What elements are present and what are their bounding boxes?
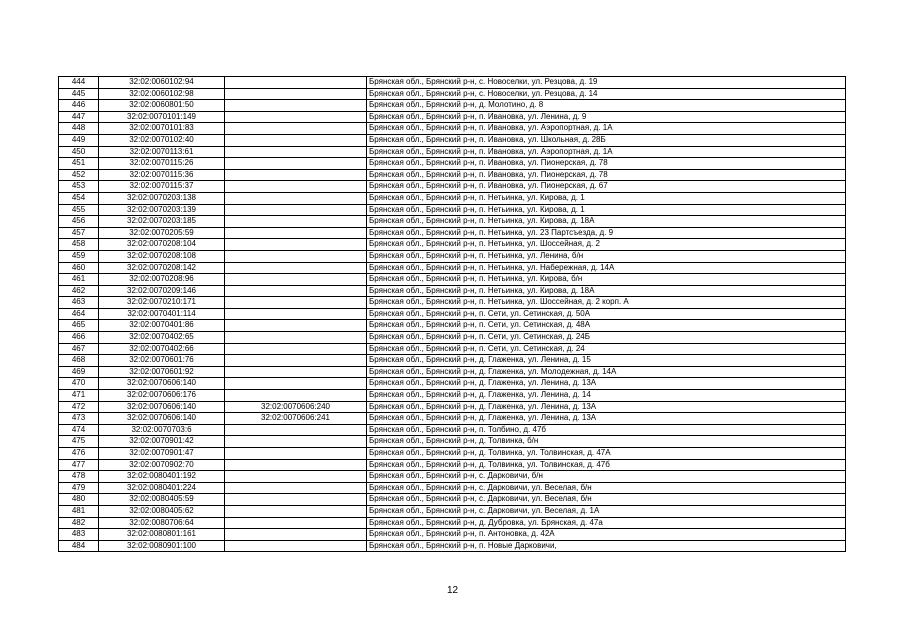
sub-object-number-cell (225, 250, 367, 262)
sub-object-number-cell (225, 424, 367, 436)
row-number-cell: 451 (59, 158, 99, 170)
row-number-cell: 481 (59, 505, 99, 517)
cadastral-number-cell: 32:02:0070208:142 (99, 262, 225, 274)
cadastral-number-cell: 32:02:0070115:37 (99, 181, 225, 193)
sub-object-number-cell (225, 482, 367, 494)
table-row (59, 529, 846, 541)
table-row (59, 482, 846, 494)
table-row (59, 378, 846, 390)
sub-object-number-cell (225, 355, 367, 367)
address-cell: Брянская обл., Брянский р-н, п. Нетьинка, ул. Набережная, д. 14А (367, 262, 846, 274)
row-number-cell: 464 (59, 308, 99, 320)
cadastral-number-cell: 32:02:0080405:59 (99, 494, 225, 506)
cadastral-number-cell: 32:02:0070102:40 (99, 134, 225, 146)
row-number-cell: 468 (59, 355, 99, 367)
row-number-cell: 463 (59, 297, 99, 309)
row-number-cell: 475 (59, 436, 99, 448)
cadastral-number-cell: 32:02:0070402:65 (99, 332, 225, 344)
address-cell: Брянская обл., Брянский р-н, п. Нетьинка, ул. Кирова, д. 1 (367, 192, 846, 204)
sub-object-number-cell (225, 192, 367, 204)
cadastral-number-cell: 32:02:0070209:146 (99, 285, 225, 297)
table-row (59, 227, 846, 239)
row-number-cell: 455 (59, 204, 99, 216)
address-cell: Брянская обл., Брянский р-н, д. Глаженка, ул. Ленина, д. 15 (367, 355, 846, 367)
cadastral-number-cell: 32:02:0070203:185 (99, 216, 225, 228)
row-number-cell: 444 (59, 77, 99, 89)
sub-object-number-cell (225, 390, 367, 402)
row-number-cell: 452 (59, 169, 99, 181)
row-number-cell: 471 (59, 390, 99, 402)
address-cell: Брянская обл., Брянский р-н, п. Сети, ул. Сетинская, д. 50А (367, 308, 846, 320)
sub-object-number-cell (225, 517, 367, 529)
sub-object-number-cell (225, 297, 367, 309)
address-cell: Брянская обл., Брянский р-н, д. Дубровка, ул. Брянская, д. 47а (367, 517, 846, 529)
cadastral-number-cell: 32:02:0070101:83 (99, 123, 225, 135)
cadastral-number-cell: 32:02:0070401:114 (99, 308, 225, 320)
table-row (59, 308, 846, 320)
table-row (59, 158, 846, 170)
sub-object-number-cell (225, 308, 367, 320)
table-row (59, 169, 846, 181)
sub-object-number-cell (225, 274, 367, 286)
address-cell: Брянская обл., Брянский р-н, п. Новые Дарковичи, (367, 540, 846, 552)
sub-object-number-cell (225, 227, 367, 239)
address-cell: Брянская обл., Брянский р-н, д. Глаженка, ул. Ленина, д. 13А (367, 378, 846, 390)
table-row (59, 123, 846, 135)
row-number-cell: 462 (59, 285, 99, 297)
sub-object-number-cell (225, 77, 367, 89)
table-row (59, 332, 846, 344)
sub-object-number-cell (225, 216, 367, 228)
cadastral-number-cell: 32:02:0070113:61 (99, 146, 225, 158)
address-cell: Брянская обл., Брянский р-н, д. Глаженка, ул. Ленина, д. 14 (367, 390, 846, 402)
address-cell: Брянская обл., Брянский р-н, д. Глаженка, ул. Молодежная, д. 14А (367, 366, 846, 378)
table-row (59, 471, 846, 483)
cadastral-number-cell: 32:02:0070606:140 (99, 401, 225, 413)
cadastral-number-cell: 32:02:0070703:6 (99, 424, 225, 436)
cadastral-number-cell: 32:02:0070205:59 (99, 227, 225, 239)
row-number-cell: 478 (59, 471, 99, 483)
sub-object-number-cell (225, 100, 367, 112)
table-row (59, 262, 846, 274)
address-cell: Брянская обл., Брянский р-н, с. Дарковичи, ул. Веселая, б/н (367, 482, 846, 494)
sub-object-number-cell (225, 285, 367, 297)
table-row (59, 320, 846, 332)
registry-table-body (59, 77, 846, 552)
address-cell: Брянская обл., Брянский р-н, п. Толбино, д. 47б (367, 424, 846, 436)
cadastral-number-cell: 32:02:0070601:76 (99, 355, 225, 367)
address-cell: Брянская обл., Брянский р-н, п. Нетьинка, ул. Шоссейная, д. 2 (367, 239, 846, 251)
sub-object-number-cell (225, 378, 367, 390)
row-number-cell: 480 (59, 494, 99, 506)
table-row (59, 285, 846, 297)
sub-object-number-cell (225, 262, 367, 274)
address-cell: Брянская обл., Брянский р-н, п. Нетьинка, ул. Шоссейная, д. 2 корп. А (367, 297, 846, 309)
sub-object-number-cell (225, 88, 367, 100)
sub-object-number-cell (225, 204, 367, 216)
row-number-cell: 458 (59, 239, 99, 251)
cadastral-number-cell: 32:02:0070203:139 (99, 204, 225, 216)
address-cell: Брянская обл., Брянский р-н, д. Глаженка, ул. Ленина, д. 13А (367, 413, 846, 425)
sub-object-number-cell (225, 343, 367, 355)
table-row (59, 413, 846, 425)
table-row (59, 204, 846, 216)
table-row (59, 181, 846, 193)
row-number-cell: 450 (59, 146, 99, 158)
sub-object-number-cell (225, 169, 367, 181)
cadastral-number-cell: 32:02:0070901:47 (99, 448, 225, 460)
table-row (59, 505, 846, 517)
table-row (59, 436, 846, 448)
address-cell: Брянская обл., Брянский р-н, с. Новоселки, ул. Резцова, д. 14 (367, 88, 846, 100)
address-cell: Брянская обл., Брянский р-н, п. Ивановка, ул. Пионерская, д. 78 (367, 158, 846, 170)
address-cell: Брянская обл., Брянский р-н, п. Ивановка, ул. Ленина, д. 9 (367, 111, 846, 123)
row-number-cell: 459 (59, 250, 99, 262)
address-cell: Брянская обл., Брянский р-н, п. Сети, ул. Сетинская, д. 24 (367, 343, 846, 355)
sub-object-number-cell (225, 146, 367, 158)
table-row (59, 88, 846, 100)
cadastral-number-cell: 32:02:0070901:42 (99, 436, 225, 448)
sub-object-number-cell (225, 111, 367, 123)
registry-table (58, 76, 846, 552)
sub-object-number-cell (225, 494, 367, 506)
table-row (59, 100, 846, 112)
row-number-cell: 454 (59, 192, 99, 204)
table-row (59, 366, 846, 378)
table-row (59, 274, 846, 286)
sub-object-number-cell (225, 459, 367, 471)
cadastral-number-cell: 32:02:0080401:224 (99, 482, 225, 494)
row-number-cell: 476 (59, 448, 99, 460)
cadastral-number-cell: 32:02:0060801:50 (99, 100, 225, 112)
cadastral-number-cell: 32:02:0070606:140 (99, 413, 225, 425)
address-cell: Брянская обл., Брянский р-н, п. Ивановка, ул. Пионерская, д. 78 (367, 169, 846, 181)
address-cell: Брянская обл., Брянский р-н, п. Ивановка, ул. Аэропортная, д. 1А (367, 146, 846, 158)
sub-object-number-cell (225, 332, 367, 344)
sub-object-number-cell: 32:02:0070606:240 (225, 401, 367, 413)
cadastral-number-cell: 32:02:0070115:26 (99, 158, 225, 170)
address-cell: Брянская обл., Брянский р-н, п. Сети, ул. Сетинская, д. 48А (367, 320, 846, 332)
table-row (59, 250, 846, 262)
address-cell: Брянская обл., Брянский р-н, п. Ивановка, ул. Школьная, д. 28Б (367, 134, 846, 146)
sub-object-number-cell (225, 134, 367, 146)
address-cell: Брянская обл., Брянский р-н, с. Дарковичи, ул. Веселая, д. 1А (367, 505, 846, 517)
table-row (59, 459, 846, 471)
address-cell: Брянская обл., Брянский р-н, п. Нетьинка, ул. Кирова, д. 1 (367, 204, 846, 216)
table-row (59, 134, 846, 146)
address-cell: Брянская обл., Брянский р-н, п. Нетьинка, ул. 23 Партсъезда, д. 9 (367, 227, 846, 239)
address-cell: Брянская обл., Брянский р-н, д. Толвинка, ул. Толвинская, д. 47б (367, 459, 846, 471)
row-number-cell: 460 (59, 262, 99, 274)
row-number-cell: 473 (59, 413, 99, 425)
address-cell: Брянская обл., Брянский р-н, д. Толвинка, б/н (367, 436, 846, 448)
address-cell: Брянская обл., Брянский р-н, д. Молотино, д. 8 (367, 100, 846, 112)
cadastral-number-cell: 32:02:0070402:66 (99, 343, 225, 355)
sub-object-number-cell (225, 529, 367, 541)
row-number-cell: 445 (59, 88, 99, 100)
address-cell: Брянская обл., Брянский р-н, п. Сети, ул. Сетинская, д. 24Б (367, 332, 846, 344)
cadastral-number-cell: 32:02:0070203:138 (99, 192, 225, 204)
cadastral-number-cell: 32:02:0070208:108 (99, 250, 225, 262)
table-row (59, 494, 846, 506)
address-cell: Брянская обл., Брянский р-н, п. Ивановка, ул. Пионерская, д. 67 (367, 181, 846, 193)
sub-object-number-cell (225, 320, 367, 332)
address-cell: Брянская обл., Брянский р-н, с. Дарковичи, б/н (367, 471, 846, 483)
table-row (59, 424, 846, 436)
address-cell: Брянская обл., Брянский р-н, п. Нетьинка, ул. Кирова, д. 18А (367, 216, 846, 228)
row-number-cell: 470 (59, 378, 99, 390)
cadastral-number-cell: 32:02:0070606:176 (99, 390, 225, 402)
cadastral-number-cell: 32:02:0080901:100 (99, 540, 225, 552)
row-number-cell: 453 (59, 181, 99, 193)
cadastral-number-cell: 32:02:0070601:92 (99, 366, 225, 378)
table-row (59, 216, 846, 228)
sub-object-number-cell (225, 540, 367, 552)
row-number-cell: 448 (59, 123, 99, 135)
address-cell: Брянская обл., Брянский р-н, д. Толвинка, ул. Толвинская, д. 47А (367, 448, 846, 460)
sub-object-number-cell (225, 181, 367, 193)
address-cell: Брянская обл., Брянский р-н, п. Ивановка, ул. Аэропортная, д. 1А (367, 123, 846, 135)
row-number-cell: 472 (59, 401, 99, 413)
row-number-cell: 456 (59, 216, 99, 228)
table-row (59, 192, 846, 204)
sub-object-number-cell (225, 436, 367, 448)
cadastral-number-cell: 32:02:0080706:64 (99, 517, 225, 529)
address-cell: Брянская обл., Брянский р-н, п. Антоновка, д. 42А (367, 529, 846, 541)
cadastral-number-cell: 32:02:0060102:98 (99, 88, 225, 100)
table-row (59, 77, 846, 89)
sub-object-number-cell (225, 123, 367, 135)
sub-object-number-cell (225, 448, 367, 460)
row-number-cell: 466 (59, 332, 99, 344)
sub-object-number-cell (225, 505, 367, 517)
sub-object-number-cell: 32:02:0070606:241 (225, 413, 367, 425)
address-cell: Брянская обл., Брянский р-н, п. Нетьинка, ул. Кирова, д. 18А (367, 285, 846, 297)
cadastral-number-cell: 32:02:0070115:36 (99, 169, 225, 181)
row-number-cell: 446 (59, 100, 99, 112)
sub-object-number-cell (225, 239, 367, 251)
cadastral-number-cell: 32:02:0080401:192 (99, 471, 225, 483)
cadastral-number-cell: 32:02:0070902:70 (99, 459, 225, 471)
address-cell: Брянская обл., Брянский р-н, п. Нетьинка, ул. Ленина, б/н (367, 250, 846, 262)
table-row (59, 390, 846, 402)
sub-object-number-cell (225, 471, 367, 483)
table-row (59, 540, 846, 552)
cadastral-number-cell: 32:02:0080801:161 (99, 529, 225, 541)
row-number-cell: 449 (59, 134, 99, 146)
row-number-cell: 465 (59, 320, 99, 332)
address-cell: Брянская обл., Брянский р-н, с. Дарковичи, ул. Веселая, б/н (367, 494, 846, 506)
address-cell: Брянская обл., Брянский р-н, п. Нетьинка, ул. Кирова, б/н (367, 274, 846, 286)
row-number-cell: 484 (59, 540, 99, 552)
table-row (59, 448, 846, 460)
row-number-cell: 457 (59, 227, 99, 239)
cadastral-number-cell: 32:02:0070401:86 (99, 320, 225, 332)
row-number-cell: 474 (59, 424, 99, 436)
table-row (59, 111, 846, 123)
sub-object-number-cell (225, 366, 367, 378)
row-number-cell: 483 (59, 529, 99, 541)
cadastral-number-cell: 32:02:0070101:149 (99, 111, 225, 123)
table-row (59, 517, 846, 529)
cadastral-number-cell: 32:02:0070208:96 (99, 274, 225, 286)
row-number-cell: 482 (59, 517, 99, 529)
row-number-cell: 479 (59, 482, 99, 494)
cadastral-number-cell: 32:02:0070208:104 (99, 239, 225, 251)
row-number-cell: 461 (59, 274, 99, 286)
table-row (59, 355, 846, 367)
page-number: 12 (446, 585, 459, 596)
address-cell: Брянская обл., Брянский р-н, д. Глаженка, ул. Ленина, д. 13А (367, 401, 846, 413)
table-row (59, 343, 846, 355)
table-row (59, 401, 846, 413)
sub-object-number-cell (225, 158, 367, 170)
cadastral-number-cell: 32:02:0060102:94 (99, 77, 225, 89)
row-number-cell: 477 (59, 459, 99, 471)
table-row (59, 146, 846, 158)
cadastral-number-cell: 32:02:0080405:62 (99, 505, 225, 517)
cadastral-number-cell: 32:02:0070210:171 (99, 297, 225, 309)
cadastral-number-cell: 32:02:0070606:140 (99, 378, 225, 390)
table-row (59, 239, 846, 251)
address-cell: Брянская обл., Брянский р-н, с. Новоселки, ул. Резцова, д. 19 (367, 77, 846, 89)
row-number-cell: 447 (59, 111, 99, 123)
table-row (59, 297, 846, 309)
row-number-cell: 469 (59, 366, 99, 378)
row-number-cell: 467 (59, 343, 99, 355)
